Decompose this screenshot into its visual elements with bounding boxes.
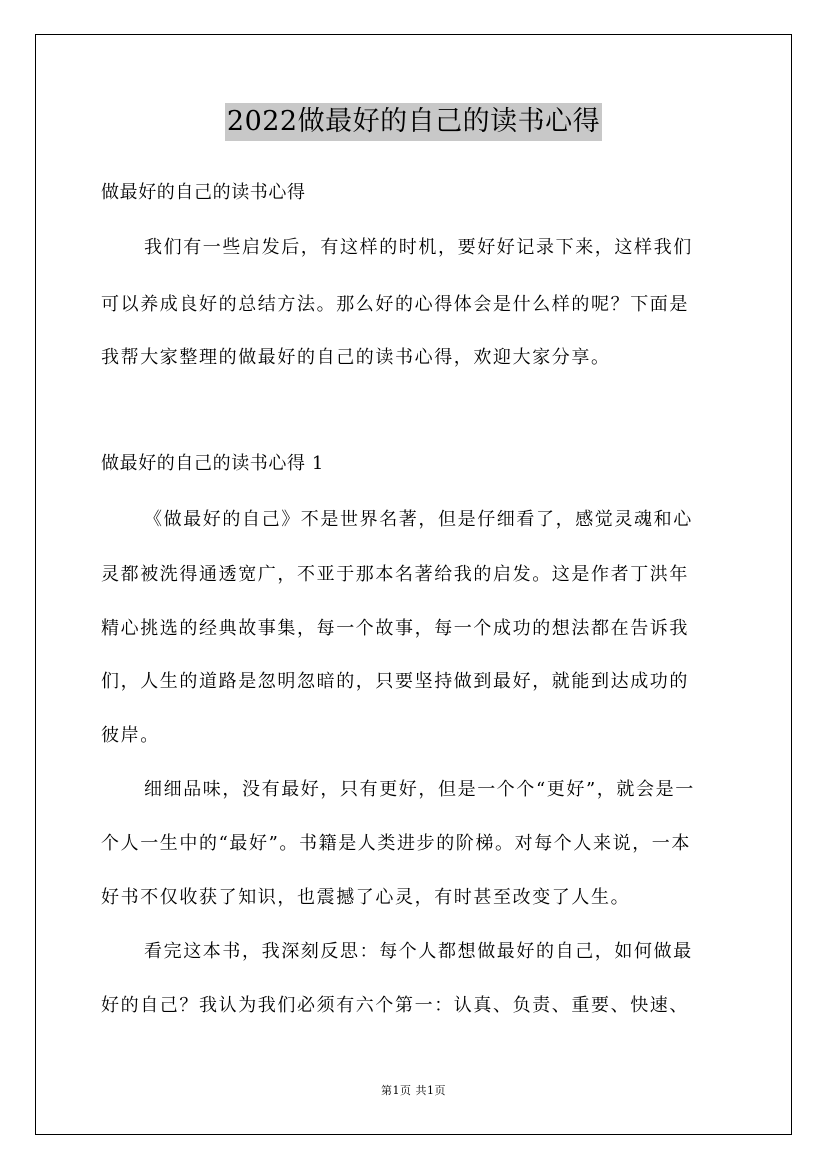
paragraph1-line-1: 《做最好的自己》不是世界名著，但是仔细看了，感觉灵魂和心: [144, 509, 693, 530]
section-title: 做最好的自己的读书心得 1: [101, 453, 324, 474]
paragraph3-line-1: 看完这本书，我深刻反思：每个人都想做最好的自己，如何做最: [144, 941, 693, 962]
subheading: 做最好的自己的读书心得: [101, 182, 306, 203]
paragraph2-line-1: 细细品味，没有最好，只有更好，但是一个个“更好”，就会是一: [144, 779, 695, 800]
page-footer: 第1页 共1页: [381, 1084, 446, 1097]
paragraph3-line-2: 好的自己？我认为我们必须有六个第一：认真、负责、重要、快速、: [101, 995, 689, 1016]
intro-line-3: 我帮大家整理的做最好的自己的读书心得，欢迎大家分享。: [101, 347, 611, 368]
paragraph1-line-3: 精心挑选的经典故事集，每一个故事，每一个成功的想法都在告诉我: [101, 618, 689, 639]
intro-line-1: 我们有一些启发后，有这样的时机，要好好记录下来，这样我们: [144, 237, 693, 258]
intro-line-2: 可以养成良好的总结方法。那么好的心得体会是什么样的呢？下面是: [101, 294, 689, 315]
document-title: 2022做最好的自己的读书心得: [225, 103, 602, 141]
paragraph1-line-5: 彼岸。: [101, 725, 160, 746]
paragraph1-line-2: 灵都被洗得通透宽广，不亚于那本名著给我的启发。这是作者丁洪年: [101, 564, 689, 585]
paragraph1-line-4: 们，人生的道路是忽明忽暗的，只要坚持做到最好，就能到达成功的: [101, 671, 689, 692]
title-container: [0, 103, 827, 141]
paragraph2-line-3: 好书不仅收获了知识，也震撼了心灵，有时甚至改变了人生。: [101, 887, 631, 908]
paragraph2-line-2: 个人一生中的“最好”。书籍是人类进步的阶梯。对每个人来说，一本: [101, 833, 692, 854]
